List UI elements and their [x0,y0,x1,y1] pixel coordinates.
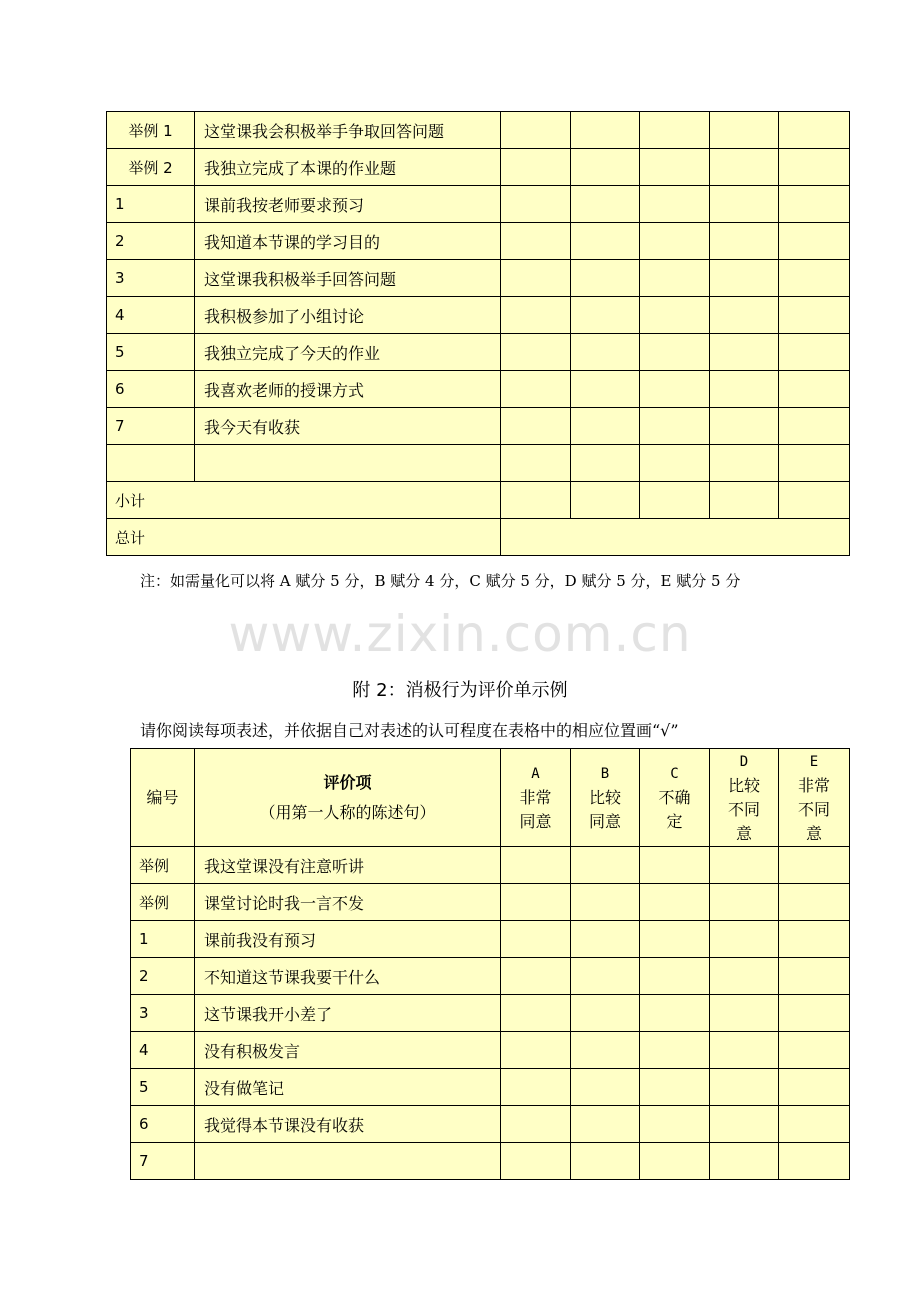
row-item: 我独立完成了本课的作业题 [195,149,501,186]
total-label: 总计 [107,519,501,556]
row-item: 这节课我开小差了 [195,995,501,1032]
table-row [131,921,850,958]
rating-cell[interactable] [640,1069,710,1106]
rating-cell[interactable] [501,260,571,297]
table-row [131,1069,850,1106]
header-col-text: 比较 [588,787,621,807]
row-number: 4 [131,1032,195,1069]
rating-cell[interactable] [571,334,640,371]
rating-cell[interactable] [779,847,850,884]
rating-cell[interactable] [501,223,571,260]
header-col-letter: C [670,765,679,782]
rating-cell[interactable] [710,995,779,1032]
row-item: 不知道这节课我要干什么 [195,958,501,995]
rating-cell[interactable] [710,921,779,958]
rating-cell[interactable] [640,112,710,149]
row-item: 我这堂课没有注意听讲 [195,847,501,884]
table-row [131,1143,850,1180]
subtotal-label: 小计 [107,482,501,519]
row-number: 5 [131,1069,195,1106]
row-item [195,1143,501,1180]
rating-cell[interactable] [571,186,640,223]
header-col-letter: D [739,753,749,770]
table-row [107,260,850,297]
rating-cell[interactable] [571,884,640,921]
rating-cell[interactable] [710,847,779,884]
rating-cell[interactable] [640,958,710,995]
table-row [131,847,850,884]
table-row [131,1106,850,1143]
rating-cell[interactable] [501,186,571,223]
rating-cell[interactable] [501,149,571,186]
row-item [195,445,501,482]
rating-cell[interactable] [501,1069,571,1106]
subtotal-cell[interactable] [571,482,640,519]
rating-cell[interactable] [571,112,640,149]
header-item [195,749,501,847]
rating-cell[interactable] [571,1143,640,1180]
header-col-b [571,749,640,847]
subtotal-cell[interactable] [501,482,571,519]
table-row [107,445,850,482]
rating-cell[interactable] [710,260,779,297]
subtotal-row [107,482,850,519]
header-col-a [501,749,571,847]
rating-cell[interactable] [779,1143,850,1180]
rating-cell[interactable] [640,408,710,445]
rating-cell[interactable] [779,921,850,958]
rating-cell[interactable] [571,371,640,408]
rating-cell[interactable] [571,445,640,482]
rating-cell[interactable] [501,1143,571,1180]
table-row [107,297,850,334]
rating-cell[interactable] [640,445,710,482]
rating-cell[interactable] [640,297,710,334]
rating-cell[interactable] [779,1069,850,1106]
rating-cell[interactable] [710,408,779,445]
instruction-text: 请你阅读每项表述，并依据自己对表述的认可程度在表格中的相应位置画“√” [140,721,679,740]
watermark: www.zixin.com.cn [228,605,692,663]
rating-cell[interactable] [571,223,640,260]
header-col-c [640,749,710,847]
row-number [107,445,195,482]
table-row [107,334,850,371]
header-col-text: 定 [666,811,683,831]
rating-cell[interactable] [501,112,571,149]
row-item: 没有做笔记 [195,1069,501,1106]
table-row [131,1032,850,1069]
rating-cell[interactable] [501,334,571,371]
rating-cell[interactable] [779,884,850,921]
row-item: 我觉得本节课没有收获 [195,1106,501,1143]
rating-cell[interactable] [710,149,779,186]
header-col-text: 意 [805,823,822,843]
row-number: 2 [131,958,195,995]
row-number: 举例 2 [107,149,195,186]
total-row [107,519,850,556]
row-number: 3 [131,995,195,1032]
header-col-e [779,749,850,847]
negative-behavior-table [130,748,850,1180]
row-number: 1 [107,186,195,223]
row-item: 我今天有收获 [195,408,501,445]
section-title: 附 2：消极行为评价单示例 [352,680,568,701]
rating-cell[interactable] [571,958,640,995]
rating-cell[interactable] [779,260,850,297]
header-col-letter: A [531,765,540,782]
rating-cell[interactable] [640,223,710,260]
rating-cell[interactable] [501,371,571,408]
rating-cell[interactable] [710,1106,779,1143]
header-col-text: 不同 [797,799,830,819]
row-number: 5 [107,334,195,371]
header-item-title: 评价项 [323,772,372,792]
row-number: 举例 1 [107,112,195,149]
header-col-text: 非常 [797,775,830,795]
rating-cell[interactable] [640,149,710,186]
rating-cell[interactable] [710,112,779,149]
rating-cell[interactable] [501,297,571,334]
rating-cell[interactable] [640,921,710,958]
rating-cell[interactable] [640,847,710,884]
rating-cell[interactable] [640,371,710,408]
rating-cell[interactable] [571,921,640,958]
row-item: 课前我没有预习 [195,921,501,958]
subtotal-cell[interactable] [640,482,710,519]
row-number: 举例 [131,847,195,884]
rating-cell[interactable] [710,1069,779,1106]
rating-cell[interactable] [571,1106,640,1143]
rating-cell[interactable] [640,1143,710,1180]
rating-cell[interactable] [779,223,850,260]
header-item-subtitle: （用第一人称的陈述句） [259,802,436,822]
rating-cell[interactable] [640,1032,710,1069]
rating-cell[interactable] [501,958,571,995]
rating-cell[interactable] [779,297,850,334]
rating-cell[interactable] [640,260,710,297]
rating-cell[interactable] [710,884,779,921]
rating-cell[interactable] [779,186,850,223]
table-row [107,149,850,186]
rating-cell[interactable] [710,958,779,995]
header-col-letter: B [600,765,610,782]
rating-cell[interactable] [571,260,640,297]
positive-behavior-table [106,111,850,556]
rating-cell[interactable] [501,445,571,482]
table-row [131,995,850,1032]
rating-cell[interactable] [710,334,779,371]
rating-cell[interactable] [640,186,710,223]
row-number: 6 [131,1106,195,1143]
rating-cell[interactable] [640,334,710,371]
rating-cell[interactable] [501,995,571,1032]
row-item: 这堂课我会积极举手争取回答问题 [195,112,501,149]
rating-cell[interactable] [779,995,850,1032]
rating-cell[interactable] [501,408,571,445]
rating-cell[interactable] [571,408,640,445]
rating-cell[interactable] [571,297,640,334]
row-item: 我喜欢老师的授课方式 [195,371,501,408]
rating-cell[interactable] [710,297,779,334]
rating-cell[interactable] [571,1069,640,1106]
table-row [107,186,850,223]
rating-cell[interactable] [501,847,571,884]
header-col-letter: E [809,753,819,770]
rating-cell[interactable] [640,884,710,921]
row-item: 我积极参加了小组讨论 [195,297,501,334]
rating-cell[interactable] [779,1032,850,1069]
table-row [131,884,850,921]
rating-cell[interactable] [779,149,850,186]
rating-cell[interactable] [779,371,850,408]
row-number: 6 [107,371,195,408]
rating-cell[interactable] [710,1143,779,1180]
row-number: 举例 [131,884,195,921]
header-col-text: 不确 [658,787,691,807]
rating-cell[interactable] [640,995,710,1032]
rating-cell[interactable] [779,445,850,482]
header-col-text: 比较 [727,775,760,795]
table-row [107,223,850,260]
row-number: 4 [107,297,195,334]
rating-cell[interactable] [710,445,779,482]
header-col-text: 同意 [519,811,552,831]
row-item: 这堂课我积极举手回答问题 [195,260,501,297]
subtotal-cell[interactable] [779,482,850,519]
rating-cell[interactable] [779,334,850,371]
rating-cell[interactable] [571,847,640,884]
header-col-text: 非常 [519,787,552,807]
rating-cell[interactable] [571,995,640,1032]
rating-cell[interactable] [571,149,640,186]
table-row [107,112,850,149]
table-row [131,958,850,995]
header-no: 编号 [131,749,195,847]
row-number: 2 [107,223,195,260]
row-number: 3 [107,260,195,297]
row-item: 课前我按老师要求预习 [195,186,501,223]
row-item: 课堂讨论时我一言不发 [195,884,501,921]
table-row [107,408,850,445]
table-row [107,371,850,408]
header-col-d [710,749,779,847]
rating-cell[interactable] [501,1106,571,1143]
header-col-text: 意 [735,823,752,843]
row-item: 我知道本节课的学习目的 [195,223,501,260]
total-cell[interactable] [501,519,850,556]
rating-cell[interactable] [640,1106,710,1143]
rating-cell[interactable] [779,112,850,149]
rating-cell[interactable] [710,371,779,408]
header-col-text: 不同 [727,799,760,819]
row-number: 7 [131,1143,195,1180]
row-item: 我独立完成了今天的作业 [195,334,501,371]
scoring-note: 注：如需量化可以将 A 赋分 5 分，B 赋分 4 分，C 赋分 5 分，D 赋分 5 分，E 赋分 5 分 [140,572,741,590]
rating-cell[interactable] [779,958,850,995]
rating-cell[interactable] [779,408,850,445]
rating-cell[interactable] [710,223,779,260]
rating-cell[interactable] [501,1032,571,1069]
subtotal-cell[interactable] [710,482,779,519]
rating-cell[interactable] [779,1106,850,1143]
header-col-text: 同意 [588,811,621,831]
rating-cell[interactable] [571,1032,640,1069]
row-number: 1 [131,921,195,958]
rating-cell[interactable] [501,884,571,921]
row-item: 没有积极发言 [195,1032,501,1069]
rating-cell[interactable] [710,1032,779,1069]
header-row [131,749,850,847]
row-number: 7 [107,408,195,445]
rating-cell[interactable] [710,186,779,223]
rating-cell[interactable] [501,921,571,958]
